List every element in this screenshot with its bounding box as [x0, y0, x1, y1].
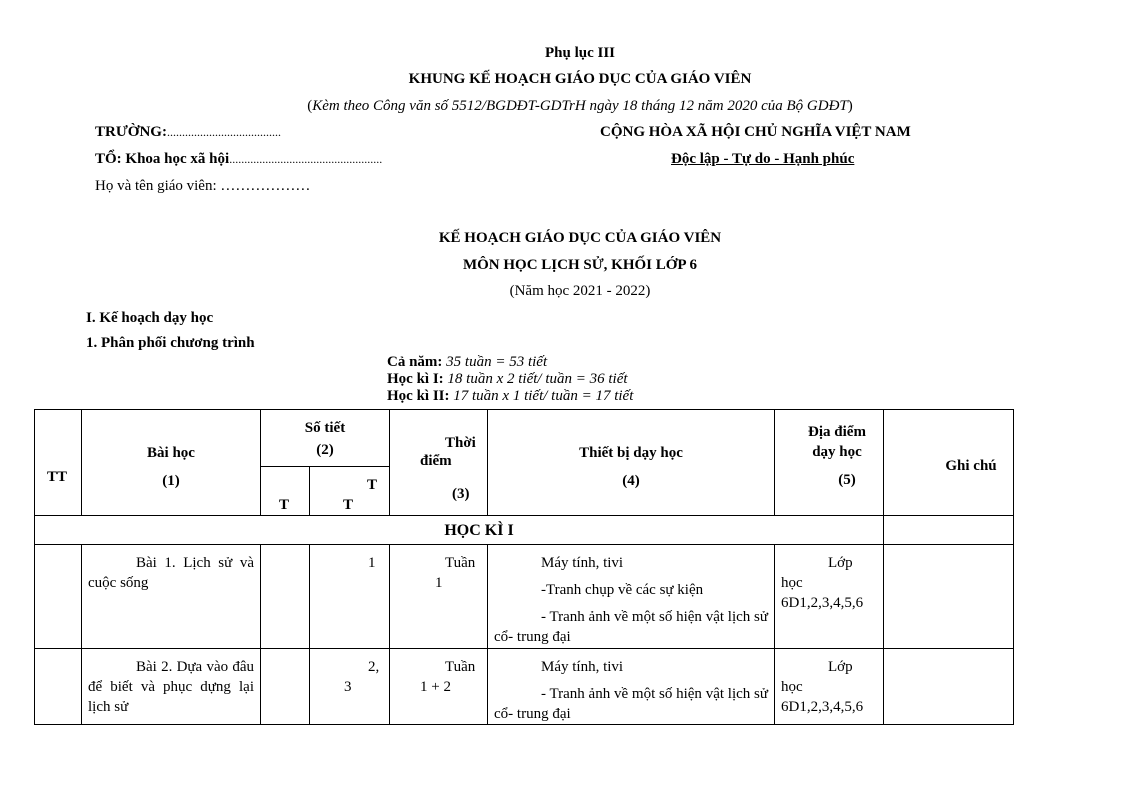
row1-tt — [35, 545, 82, 649]
row2-equip-1: Máy tính, tivi — [541, 659, 624, 675]
semester-label: HỌC KÌ I — [444, 522, 514, 539]
row1-equip-3: - Tranh ảnh về một số hiện vật lịch sử cổ- trung đại — [494, 609, 769, 645]
header-periods-sub1 — [261, 467, 310, 516]
row1-place-b: học 6D1,2,3,4,5,6 — [781, 575, 864, 611]
plan-subtitle: MÔN HỌC LỊCH SỬ, KHỐI LỚP 6 — [462, 257, 698, 273]
row1-equipment — [488, 545, 775, 649]
year-label: Cả năm: — [387, 354, 443, 370]
lesson-number: (1) — [162, 473, 180, 489]
table-row — [35, 545, 1014, 649]
time-label2: điểm — [420, 453, 452, 469]
periods-label: Số tiết — [304, 420, 346, 436]
row1-periods-a — [261, 545, 310, 649]
school-label: TRƯỜNG: — [95, 124, 167, 140]
row2-time-a: Tuần — [445, 659, 476, 675]
header-equipment — [488, 410, 775, 516]
row1-periods-b-text: 1 — [368, 555, 376, 571]
school-line — [95, 124, 281, 141]
row1-lesson-text: Bài 1. Lịch sử và cuộc sống — [88, 555, 254, 591]
country-name: CỘNG HÒA XÃ HỘI CHỦ NGHĨA VIỆT NAM — [600, 124, 911, 140]
equipment-number: (4) — [622, 473, 640, 489]
department-line — [95, 151, 382, 168]
periods-sub2a-label: T — [367, 477, 378, 493]
attached-note — [0, 98, 1123, 115]
department-label: TỔ: Khoa học xã hội — [95, 151, 230, 167]
school-dots: ...................................... — [166, 125, 281, 139]
header-tt — [35, 410, 82, 516]
periods-sub2b-label: T — [343, 497, 354, 513]
time-number: (3) — [452, 486, 470, 502]
periods-sub1-label: T — [279, 497, 290, 513]
distribution-year — [387, 354, 633, 371]
period-distribution — [387, 354, 633, 405]
semester2-label: Học kì II: — [387, 388, 450, 404]
place-number: (5) — [838, 472, 856, 488]
row2-note — [884, 649, 1014, 725]
distribution-semester2 — [387, 388, 633, 405]
row2-time — [390, 649, 488, 725]
plan-title: KẾ HOẠCH GIÁO DỤC CỦA GIÁO VIÊN — [438, 230, 722, 246]
row2-place-b: học 6D1,2,3,4,5,6 — [781, 679, 864, 715]
teaching-plan-table — [34, 409, 1014, 725]
row1-note — [884, 545, 1014, 649]
place-label: Địa điểm dạy học — [808, 424, 866, 460]
semester1-value: 18 tuần x 2 tiết/ tuần = 36 tiết — [447, 371, 628, 387]
subsection-heading: 1. Phân phối chương trình — [86, 335, 255, 351]
row2-periods-b2: 3 — [344, 679, 352, 695]
semester-row — [35, 516, 884, 545]
periods-number: (2) — [316, 442, 334, 458]
school-year: (Năm học 2021 - 2022) — [509, 283, 651, 299]
header-note — [884, 410, 1014, 516]
row2-equip-3: - Tranh ảnh về một số hiện vật lịch sử cổ- trung đại — [494, 686, 769, 722]
header-place — [775, 410, 884, 516]
attached-text: Kèm theo Công văn số 5512/BGDĐT-GDTrH ngày 18 tháng 12 năm 2020 của Bộ GDĐT — [312, 98, 848, 114]
row2-periods-a — [261, 649, 310, 725]
appendix-label: Phụ lục III — [544, 45, 616, 61]
note-label: Ghi chú — [945, 458, 997, 474]
header-periods-sub2 — [310, 467, 390, 516]
tt-label: TT — [47, 469, 68, 485]
row2-place — [775, 649, 884, 725]
row1-time-b: 1 — [435, 575, 443, 591]
attached-open: ( — [307, 98, 313, 114]
semester2-value: 17 tuần x 1 tiết/ tuần = 17 tiết — [453, 388, 634, 404]
framework-title: KHUNG KẾ HOẠCH GIÁO DỤC CỦA GIÁO VIÊN — [408, 71, 752, 87]
row1-place-a: Lớp — [828, 555, 853, 571]
row1-periods-b — [310, 545, 390, 649]
teacher-name-line: Họ và tên giáo viên: ……………… — [95, 178, 311, 194]
year-value: 35 tuần = 53 tiết — [446, 354, 548, 370]
distribution-semester1 — [387, 371, 633, 388]
table-row — [35, 649, 1014, 725]
row2-lesson-text: Bài 2. Dựa vào đâu để biết và phục dựng lại lịch sử — [88, 659, 254, 715]
time-label: Thời — [445, 435, 476, 451]
row1-lesson — [82, 545, 261, 649]
row2-periods-b1: 2, — [368, 659, 380, 675]
header-time — [390, 410, 488, 516]
department-dots: ................................................... — [229, 152, 383, 166]
row2-periods-b — [310, 649, 390, 725]
row1-place — [775, 545, 884, 649]
semester-note-cell — [884, 516, 1014, 545]
header-periods — [261, 410, 390, 467]
row2-place-a: Lớp — [828, 659, 853, 675]
row2-equipment — [488, 649, 775, 725]
row1-equip-2: -Tranh chụp về các sự kiện — [541, 582, 704, 598]
row2-tt — [35, 649, 82, 725]
row1-time-a: Tuần — [445, 555, 476, 571]
row2-time-b: 1 + 2 — [420, 679, 451, 695]
equipment-label: Thiết bị dạy học — [579, 445, 683, 461]
motto — [633, 151, 854, 168]
row2-lesson — [82, 649, 261, 725]
motto-text: Độc lập - Tự do - Hạnh phúc — [671, 151, 855, 167]
header-lesson — [82, 410, 261, 516]
semester1-label: Học kì I: — [387, 371, 444, 387]
row1-equip-1: Máy tính, tivi — [541, 555, 624, 571]
row1-time — [390, 545, 488, 649]
lesson-label: Bài học — [147, 445, 195, 461]
section-heading: I. Kế hoạch dạy học — [86, 310, 214, 326]
attached-close: ) — [847, 98, 853, 114]
